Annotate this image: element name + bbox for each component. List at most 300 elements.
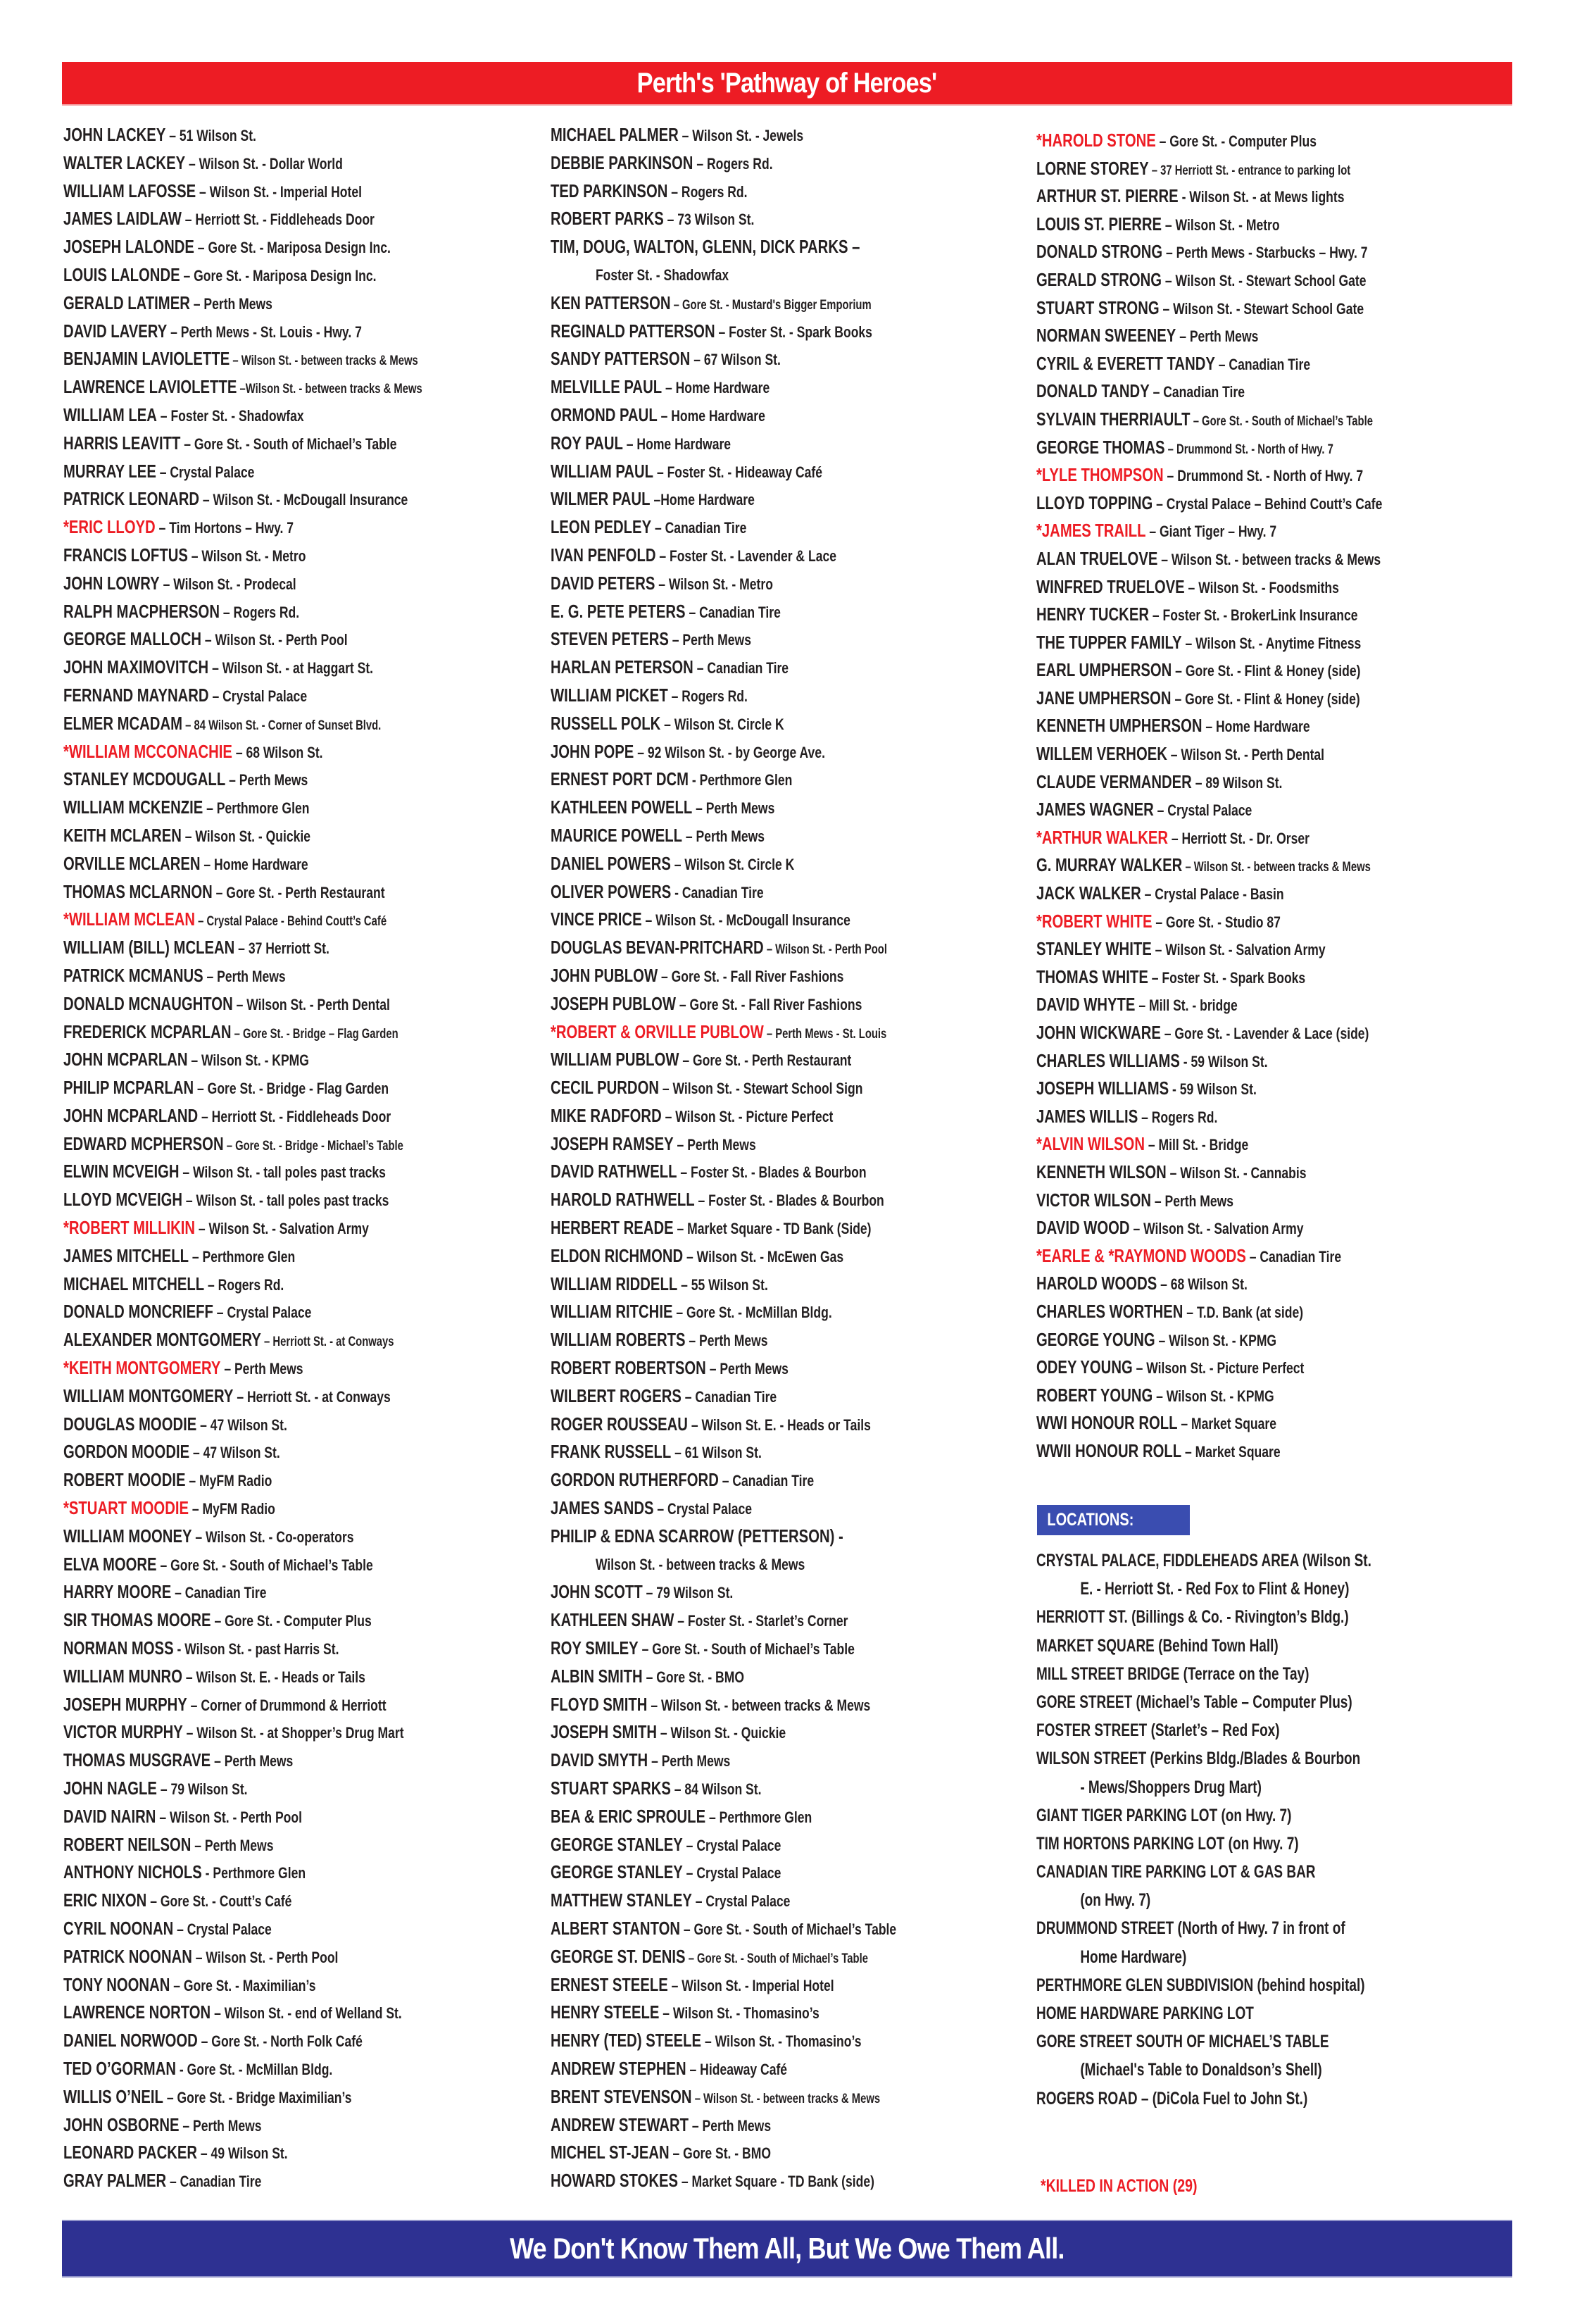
honouree-entry	[551, 1186, 1029, 1214]
honouree-entry	[551, 1242, 1029, 1270]
honouree-entry	[63, 850, 542, 878]
honouree-location: – Wilson St. - Stewart School Gate	[1159, 299, 1364, 318]
honouree-name: ROBERT YOUNG	[1036, 1384, 1153, 1406]
honouree-entry	[1036, 434, 1515, 462]
honouree-entry-text	[1036, 656, 1360, 687]
honouree-location: – Canadian Tire	[718, 1472, 815, 1490]
honouree-location: – Wilson St. - Perth Dental	[232, 995, 390, 1013]
honouree-location: – Perth Mews	[689, 2116, 772, 2135]
honouree-name: JOSEPH LALONDE	[63, 236, 194, 258]
honouree-entry-text	[63, 990, 390, 1021]
honouree-name-kia: *ARTHUR WALKER	[1036, 826, 1169, 848]
honouree-location: – 37 Herriott St. - entrance to parking lot	[1148, 163, 1351, 178]
honouree-name: ANDREW STEWART	[551, 2113, 689, 2135]
honouree-entry-text	[63, 2139, 288, 2170]
honouree-entry-text	[551, 1775, 761, 1806]
honouree-entry	[1036, 211, 1515, 239]
honouree-name: LLOYD TOPPING	[1036, 492, 1153, 513]
honouree-entry	[551, 1214, 1029, 1242]
honouree-entry	[1036, 991, 1515, 1019]
honouree-entry	[63, 345, 542, 373]
honouree-entry-text	[551, 1326, 768, 1357]
honouree-entry-text	[1036, 1354, 1304, 1385]
honouree-location: – Wilson St. - Perth Pool	[763, 942, 887, 958]
honouree-entry-text	[1036, 322, 1258, 353]
honouree-location: – Crystal Palace	[213, 1304, 312, 1322]
honouree-location: – 61 Wilson St.	[671, 1444, 762, 1462]
honouree-name: GORDON MOODIE	[63, 1441, 190, 1463]
honouree-name: ERNEST PORT DCM	[551, 768, 689, 790]
honouree-name: DANIEL POWERS	[551, 852, 671, 874]
honouree-name: E. G. PETE PETERS	[551, 600, 686, 622]
honouree-entry	[551, 1831, 1029, 1859]
honouree-location: – 51 Wilson St.	[165, 127, 256, 144]
honouree-name: VICTOR WILSON	[1036, 1189, 1151, 1211]
honouree-location: –Wilson St. - between tracks & Mews	[237, 382, 422, 397]
honouree-location: – Wilson St. - at Haggart St.	[208, 659, 374, 677]
honouree-entry	[63, 2167, 542, 2195]
honouree-name: WILLIAM ROBERTS	[551, 1329, 686, 1351]
honouree-location: – Foster St. - Shadowfax	[156, 406, 304, 425]
honouree-entry	[551, 2111, 1029, 2139]
honouree-entry-text	[63, 2111, 262, 2142]
honouree-location: – Perth Mews	[673, 1135, 756, 1154]
honouree-entry-text	[551, 401, 765, 432]
honouree-entry	[1036, 1158, 1515, 1187]
honouree-name-kia: *LYLE THOMPSON	[1036, 464, 1164, 486]
honouree-entry	[63, 373, 542, 401]
honouree-name: PATRICK MCMANUS	[63, 964, 203, 986]
honouree-name: GEORGE STANLEY	[551, 1861, 683, 1883]
honouree-location: – Drummond St. - North of Hwy. 7	[1163, 467, 1364, 485]
honouree-name: HENRY TUCKER	[1036, 604, 1150, 625]
honouree-entry-text	[1036, 545, 1381, 576]
honouree-name: ELDON RICHMOND	[551, 1244, 684, 1266]
honouree-name: WILLIAM LEA	[63, 404, 157, 425]
location-item-text: PERTHMORE GLEN SUBDIVISION (behind hospital)	[1036, 1975, 1365, 1995]
honouree-location: – Wilson St. - between tracks & Mews	[647, 1696, 871, 1714]
honouree-location: – 37 Herriott St.	[234, 939, 329, 958]
honouree-entry-text	[63, 261, 377, 292]
honouree-name: WILLIAM PICKET	[551, 684, 668, 706]
honouree-entry	[63, 2083, 542, 2111]
honouree-location: – Market Square	[1181, 1442, 1281, 1461]
honouree-entry-text	[63, 2027, 363, 2058]
honouree-column-2	[551, 121, 1029, 2195]
honouree-name: WILLIAM MUNRO	[63, 1665, 182, 1687]
honouree-entry	[1036, 155, 1515, 183]
honouree-name: RUSSELL POLK	[551, 712, 661, 734]
honouree-location: – Market Square	[1177, 1415, 1276, 1433]
honouree-entry	[63, 1354, 542, 1382]
honouree-entry	[551, 2167, 1029, 2195]
location-item	[1036, 1632, 1515, 1660]
honouree-entry-text	[63, 850, 308, 881]
honouree-entry	[551, 1578, 1029, 1606]
honouree-entry	[551, 513, 1029, 542]
honouree-entry	[63, 2055, 542, 2083]
honouree-entry	[551, 430, 1029, 458]
honouree-entry	[551, 1887, 1029, 1915]
honouree-entry	[63, 990, 542, 1018]
honouree-name-kia: *ROBERT & ORVILLE PUBLOW	[551, 1020, 764, 1042]
honouree-location: – Wilson St. - Co-operators	[191, 1528, 354, 1546]
honouree-entry-text	[551, 1411, 871, 1442]
honouree-entry	[551, 1018, 1029, 1047]
honouree-entry	[551, 205, 1029, 233]
honouree-entry	[63, 1382, 542, 1411]
honouree-entry	[551, 1775, 1029, 1803]
honouree-entry	[1036, 461, 1515, 489]
location-item	[1036, 1801, 1515, 1830]
honouree-entry	[1036, 963, 1515, 992]
honouree-name: JAMES SANDS	[551, 1497, 654, 1519]
honouree-location: – Gore St. - McMillan Bldg.	[672, 1304, 832, 1322]
honouree-location: – Gore St. - BMO	[669, 2144, 771, 2163]
honouree-location: – Wilson St. - end of Welland St.	[211, 2004, 402, 2023]
honouree-entry	[1036, 1270, 1515, 1298]
honouree-location: – Gore St. - Studio 87	[1152, 913, 1281, 931]
honouree-location: – Wilson St. - McDougall Insurance	[199, 491, 408, 509]
honouree-entry	[551, 822, 1029, 850]
honouree-entry	[63, 261, 542, 289]
honouree-entry-text	[551, 794, 774, 825]
honouree-location: – Wilson St. - Imperial Hotel	[667, 1976, 834, 1994]
honouree-entry	[63, 1466, 542, 1494]
location-item-text: GORE STREET SOUTH OF MICHAEL’S TABLE	[1036, 2032, 1329, 2052]
honouree-entry	[551, 1382, 1029, 1411]
honouree-location: – Foster St. - Hideaway Café	[653, 463, 823, 481]
honouree-location: – Wilson St. - between tracks & Mews	[1182, 860, 1371, 875]
honouree-entry-text	[63, 1186, 389, 1217]
honouree-entry	[551, 1354, 1029, 1382]
honouree-name: RALPH MACPHERSON	[63, 600, 220, 622]
honouree-entry-text	[551, 2167, 874, 2198]
honouree-entry-text	[1036, 1047, 1268, 1078]
honouree-entry	[551, 1915, 1029, 1943]
location-item-text: (on Hwy. 7)	[1080, 1890, 1151, 1911]
honouree-location: – Perth Mews	[203, 967, 286, 985]
honouree-location: – Wilson St. - Perth Pool	[191, 1948, 339, 1966]
honouree-location: – MyFM Radio	[185, 1472, 272, 1490]
honouree-name: JOSEPH RAMSEY	[551, 1132, 674, 1154]
honouree-entry	[1036, 1326, 1515, 1354]
honouree-location: – Hideaway Café	[686, 2060, 788, 2078]
honouree-entry	[63, 1691, 542, 1719]
honouree-entry	[1036, 489, 1515, 518]
honouree-name: VICTOR MURPHY	[63, 1721, 183, 1743]
honouree-location: – 67 Wilson St.	[690, 351, 781, 369]
honouree-location: – Home Hardware	[1202, 718, 1310, 736]
honouree-entry-text	[551, 738, 825, 769]
honouree-location: – Foster St. - BrokerLink Insurance	[1149, 606, 1358, 625]
honouree-name: FREDERICK MCPARLAN	[63, 1020, 232, 1042]
honouree-entry-text	[551, 1691, 870, 1722]
honouree-name: JOSEPH MURPHY	[63, 1693, 187, 1715]
honouree-entry	[551, 1298, 1029, 1326]
location-item	[1036, 2085, 1515, 2113]
honouree-entry-text	[63, 205, 375, 236]
honouree-name: ROY PAUL	[551, 432, 623, 454]
honouree-name: JOHN WICKWARE	[1036, 1022, 1161, 1043]
honouree-entry	[63, 1578, 542, 1606]
honouree-location: – 55 Wilson St.	[677, 1275, 768, 1294]
honouree-entry-text	[551, 1915, 896, 1946]
honouree-entry	[1036, 908, 1515, 936]
honouree-entry-text	[1036, 350, 1310, 381]
location-item-text: MARKET SQUARE (Behind Town Hall)	[1036, 1635, 1279, 1656]
honouree-location: – Gore St. - Mariposa Design Inc.	[180, 266, 377, 285]
honouree-location: – Gore St. - Bridge - Michael’s Table	[223, 1138, 403, 1154]
honouree-entry-text	[1036, 1075, 1257, 1106]
honouree-entry	[63, 1494, 542, 1523]
location-item	[1036, 1943, 1515, 1971]
honouree-entry	[551, 850, 1029, 878]
honouree-name: LAWRENCE NORTON	[63, 2001, 211, 2023]
honouree-name: ALAN TRUELOVE	[1036, 547, 1158, 569]
honouree-name: ROBERT PARKS	[551, 208, 664, 230]
honouree-entry	[1036, 127, 1515, 155]
honouree-entry	[551, 345, 1029, 373]
honouree-location: – Perth Mews	[1176, 327, 1259, 346]
honouree-entry-text	[63, 233, 391, 264]
honouree-name: BRENT STEVENSON	[551, 2085, 692, 2107]
honouree-entry-text	[551, 1242, 843, 1273]
honouree-name: LAWRENCE LAVIOLETTE	[63, 376, 237, 398]
honouree-location: – Wilson St. Circle K	[660, 715, 784, 733]
honouree-entry-text	[551, 1887, 790, 1918]
honouree-name: DAVID PETERS	[551, 572, 655, 594]
honouree-entry	[551, 1074, 1029, 1102]
honouree-entry-text	[1036, 434, 1333, 465]
honouree-name: WWI HONOUR ROLL	[1036, 1412, 1178, 1434]
honouree-location: – Herriott St. - Fiddleheads Door	[181, 211, 375, 229]
honouree-name: DOUGLAS MOODIE	[63, 1413, 197, 1435]
honouree-entry	[63, 1298, 542, 1326]
honouree-location: – Wilson St. - Anytime Fitness	[1181, 634, 1362, 652]
honouree-entry	[63, 1523, 542, 1551]
honouree-location: – Foster St. - Starlet’s Corner	[674, 1612, 848, 1630]
honouree-entry	[63, 962, 542, 990]
honouree-name: JOHN MCPARLAND	[63, 1104, 199, 1126]
honouree-entry	[1036, 712, 1515, 740]
honouree-entry	[63, 1999, 542, 2027]
honouree-name: GEORGE ST. DENIS	[551, 1945, 686, 1967]
honouree-location: – Rogers Rd.	[693, 154, 773, 173]
honouree-location: – Wilson St. - Thomasino’s	[659, 2004, 819, 2023]
honouree-name-kia: *KEITH MONTGOMERY	[63, 1357, 221, 1379]
honouree-entry	[63, 430, 542, 458]
honouree-entry-text	[551, 205, 754, 236]
honouree-location: – Wilson St. - Salvation Army	[1129, 1220, 1304, 1238]
honouree-entry-text	[551, 1578, 733, 1609]
honouree-entry	[551, 598, 1029, 626]
honouree-name: IVAN PENFOLD	[551, 544, 656, 566]
honouree-location: – Crystal Palace - Behind Coutt’s Café	[195, 914, 387, 930]
honouree-location: – 79 Wilson St.	[156, 1780, 248, 1799]
honouree-location: – Gore St. - South of Michael’s Table	[156, 1556, 373, 1574]
honouree-location: – Gore St. - South of Michael’s Table	[1190, 413, 1373, 429]
honouree-entry-text	[63, 1046, 309, 1077]
honouree-entry-text	[551, 1999, 819, 2030]
honouree-entry-text	[63, 542, 306, 573]
honouree-name: STANLEY WHITE	[1036, 938, 1152, 960]
location-item	[1036, 1547, 1515, 1575]
honouree-entry	[63, 1074, 542, 1102]
honouree-name: JAMES WAGNER	[1036, 799, 1154, 820]
honouree-entry-text	[63, 458, 254, 489]
honouree-location: – Wilson St. - between tracks & Mews	[1157, 550, 1381, 568]
honouree-entry-text	[551, 2083, 880, 2114]
honouree-location: – Gore St. - Mariposa Design Inc.	[194, 239, 391, 257]
honouree-name: ALEXANDER MONTGOMERY	[63, 1329, 261, 1351]
honouree-entry	[63, 766, 542, 794]
honouree-location: – Wilson St. - Jewels	[678, 127, 804, 144]
honouree-location: – Perth Mews	[220, 1360, 303, 1378]
honouree-entry-text	[1036, 685, 1360, 716]
honouree-location: – Herriott St. - at Conways	[260, 1335, 394, 1350]
honouree-entry	[551, 1326, 1029, 1354]
honouree-name: HERBERT READE	[551, 1217, 674, 1239]
honouree-entry	[63, 233, 542, 261]
honouree-entry-text	[551, 1858, 781, 1889]
honouree-entry	[63, 878, 542, 906]
honouree-entry	[63, 1943, 542, 1971]
honouree-entry	[551, 906, 1029, 934]
location-item-text: CRYSTAL PALACE, FIDDLEHEADS AREA (Wilson St.	[1036, 1551, 1371, 1570]
honouree-entry	[63, 1635, 542, 1663]
honouree-name: EARL UMPHERSON	[1036, 659, 1172, 681]
honouree-entry-text	[1036, 573, 1339, 604]
honouree-entry	[63, 682, 542, 710]
honouree-location: – Gore St. - Flint & Honey (side)	[1171, 689, 1360, 708]
honouree-entry-text	[63, 2055, 332, 2086]
honouree-entry	[1036, 824, 1515, 852]
honouree-location: – Perth Mews - St. Louis - Hwy. 7	[167, 323, 362, 341]
honouree-location: – Gore St. - Fall River Fashions	[676, 995, 862, 1013]
honouree-entry-text	[63, 1411, 287, 1442]
location-item	[1036, 1914, 1515, 1942]
honouree-entry-text	[1036, 1298, 1303, 1329]
honouree-name: ODEY YOUNG	[1036, 1356, 1133, 1378]
honouree-entry	[551, 962, 1029, 990]
location-item-text: MILL STREET BRIDGE (Terrace on the Tay)	[1036, 1663, 1310, 1684]
honouree-name: JOHN LOWRY	[63, 572, 160, 594]
location-item	[1036, 1744, 1515, 1773]
honouree-location: – Gore St. - South of Michael’s Table	[680, 1920, 897, 1938]
honouree-name: MURRAY LEE	[63, 460, 156, 482]
honouree-entry	[551, 485, 1029, 513]
honouree-entry-text	[63, 1635, 339, 1666]
honouree-name: ELMER MCADAM	[63, 712, 182, 734]
honouree-location: – Perth Mews	[682, 827, 765, 845]
honouree-entry-text	[1036, 908, 1281, 939]
honouree-entry	[1036, 1242, 1515, 1270]
honouree-entry-text	[63, 2167, 261, 2198]
location-item	[1036, 1660, 1515, 1688]
honouree-entry-text	[63, 878, 385, 909]
honouree-location: – Wilson St. - Cannabis	[1166, 1163, 1307, 1182]
honouree-location: – Wilson St. - between tracks & Mews	[230, 354, 418, 369]
honouree-entry	[63, 934, 542, 962]
honouree-location: – Canadian Tire	[681, 1387, 777, 1406]
honouree-entry	[63, 2027, 542, 2055]
honouree-entry	[551, 1999, 1029, 2027]
honouree-location: – Perth Mews	[685, 1332, 768, 1350]
honouree-name: DONALD MONCRIEFF	[63, 1301, 213, 1323]
honouree-location: – Mill St. - bridge	[1135, 997, 1238, 1015]
honouree-entry-text	[551, 1494, 752, 1525]
honouree-name: GEORGE MALLOCH	[63, 628, 202, 650]
honouree-entry	[63, 1186, 542, 1214]
honouree-name-kia: *STUART MOODIE	[63, 1497, 189, 1519]
honouree-name: PATRICK NOONAN	[63, 1945, 192, 1967]
honouree-name-kia: *ROBERT WHITE	[1036, 910, 1153, 932]
honouree-location: – 84 Wilson St.	[670, 1780, 762, 1799]
honouree-location: – 47 Wilson St.	[189, 1444, 280, 1462]
honouree-location: – Perth Mews - Starbucks – Hwy. 7	[1162, 244, 1368, 262]
honouree-location: – Tim Hortons – Hwy. 7	[155, 519, 294, 537]
honouree-entry	[551, 1130, 1029, 1158]
location-item	[1036, 1886, 1515, 1914]
honouree-location: – Crystal Palace	[682, 1864, 781, 1882]
honouree-location: – Wilson St. - Metro	[655, 575, 773, 593]
honouree-name: JAMES MITCHELL	[63, 1244, 189, 1266]
honouree-location: – Wilson St. - Perth Dental	[1167, 746, 1325, 764]
honouree-entry-text	[551, 850, 794, 881]
honouree-entry	[63, 149, 542, 177]
honouree-entry-text	[63, 654, 373, 685]
honouree-entry	[63, 485, 542, 513]
honouree-column-1	[63, 121, 542, 2195]
honouree-location: – Crystal Palace	[691, 1892, 791, 1911]
honouree-name: JOHN PUBLOW	[551, 964, 658, 986]
honouree-entry-text	[1036, 768, 1282, 799]
honouree-entry-text	[63, 1943, 338, 1974]
honouree-entry	[551, 373, 1029, 401]
honouree-entry	[551, 1102, 1029, 1130]
honouree-entry-text	[1036, 1437, 1281, 1468]
honouree-name: WILLIAM LAFOSSE	[63, 180, 196, 201]
footer-banner	[62, 2220, 1512, 2278]
title-banner	[62, 62, 1512, 106]
honouree-entry-text	[63, 1691, 387, 1722]
honouree-location: – Wilson St. - Perth Pool	[201, 631, 348, 649]
honouree-entry-text	[63, 906, 387, 937]
honouree-location: – Gore St. - Flint & Honey (side)	[1172, 662, 1361, 680]
honouree-name: TED O’GORMAN	[63, 2057, 176, 2079]
honouree-entry-text	[63, 1718, 404, 1749]
honouree-entry	[551, 2055, 1029, 2083]
honouree-name: HARRIS LEAVITT	[63, 432, 181, 454]
honouree-entry	[1036, 768, 1515, 796]
honouree-entry	[63, 1915, 542, 1943]
honouree-location: – Gore St. - Mustard's Bigger Emporium	[670, 297, 872, 313]
honouree-entry-text	[1036, 266, 1366, 297]
honouree-name: ANDREW STEPHEN	[551, 2057, 686, 2079]
honouree-entry	[1036, 851, 1515, 880]
honouree-entry-text	[551, 1186, 884, 1217]
honouree-name: JOHN OSBORNE	[63, 2113, 180, 2135]
honouree-entry	[63, 1046, 542, 1074]
honouree-location: – Foster St. - Blades & Bourbon	[694, 1192, 884, 1210]
honouree-entry-text	[63, 1382, 391, 1413]
location-item	[1036, 1858, 1515, 1886]
honouree-entry-text	[551, 1158, 867, 1189]
honouree-location: – Herriott St. - Fiddleheads Door	[198, 1107, 391, 1125]
honouree-name: ROBERT MOODIE	[63, 1469, 186, 1491]
honouree-entry	[1036, 1214, 1515, 1242]
